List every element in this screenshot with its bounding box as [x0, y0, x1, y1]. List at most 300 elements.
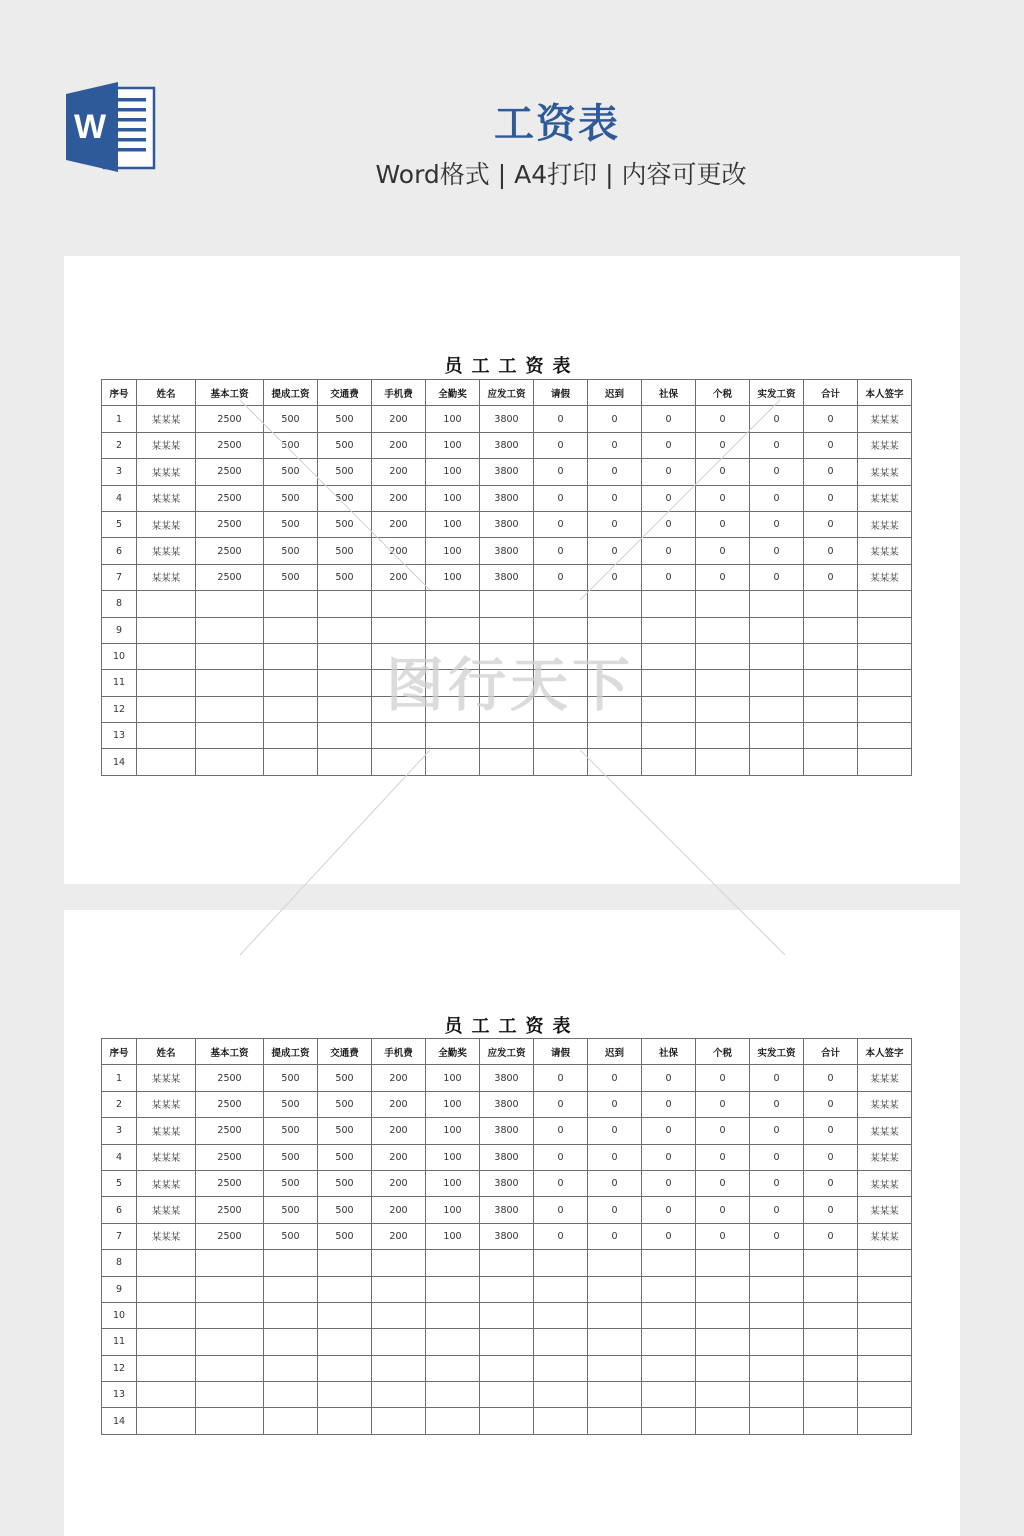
table-cell — [372, 1250, 426, 1276]
table-cell — [696, 749, 750, 775]
table-cell: 0 — [696, 1118, 750, 1144]
table-cell — [696, 1302, 750, 1328]
table-cell — [588, 723, 642, 749]
table-cell: 0 — [750, 1144, 804, 1170]
table-cell: 500 — [318, 432, 372, 458]
table-row — [102, 1065, 912, 1091]
table-cell — [426, 1276, 480, 1302]
table-cell: 200 — [372, 511, 426, 537]
table-cell: 2500 — [196, 459, 264, 485]
table-cell: 9 — [102, 617, 137, 643]
table-cell: 100 — [426, 1223, 480, 1249]
table-cell — [137, 1302, 196, 1328]
table-cell: 3800 — [480, 1091, 534, 1117]
table-cell: 0 — [750, 1091, 804, 1117]
table-cell: 0 — [642, 1223, 696, 1249]
table-row — [102, 1144, 912, 1170]
table-cell — [196, 749, 264, 775]
table-cell — [642, 617, 696, 643]
table-cell: 0 — [750, 1065, 804, 1091]
table-cell — [804, 1250, 858, 1276]
table-cell — [750, 591, 804, 617]
table-row — [102, 1355, 912, 1381]
table-cell: 2500 — [196, 1144, 264, 1170]
table-cell: 0 — [534, 406, 588, 432]
table-cell — [372, 670, 426, 696]
table-cell: 0 — [750, 432, 804, 458]
table-cell — [750, 1355, 804, 1381]
table-cell — [534, 670, 588, 696]
table-cell — [804, 1276, 858, 1302]
column-header: 交通费 — [318, 1039, 372, 1065]
table-cell — [642, 670, 696, 696]
table-cell: 2500 — [196, 564, 264, 590]
table-cell: 500 — [264, 1118, 318, 1144]
table-cell — [588, 1276, 642, 1302]
table-cell: 0 — [696, 1065, 750, 1091]
table-cell — [318, 670, 372, 696]
column-header: 序号 — [102, 1039, 137, 1065]
table-cell — [696, 696, 750, 722]
table-cell: 0 — [696, 1170, 750, 1196]
table-cell: 0 — [696, 1223, 750, 1249]
column-header: 请假 — [534, 1039, 588, 1065]
table-cell: 500 — [264, 1091, 318, 1117]
table-cell — [804, 696, 858, 722]
table-cell: 2500 — [196, 406, 264, 432]
table-cell — [588, 643, 642, 669]
table-cell: 500 — [318, 538, 372, 564]
table-cell — [588, 1329, 642, 1355]
table-cell: 某某某 — [858, 406, 912, 432]
table-cell: 0 — [804, 406, 858, 432]
table-cell — [804, 749, 858, 775]
table-cell — [137, 1329, 196, 1355]
table-cell — [642, 749, 696, 775]
column-header: 个税 — [696, 380, 750, 406]
table-cell — [696, 591, 750, 617]
table-cell — [642, 1329, 696, 1355]
table-cell — [264, 591, 318, 617]
table-cell: 0 — [588, 1065, 642, 1091]
table-cell: 500 — [318, 564, 372, 590]
table-cell: 6 — [102, 538, 137, 564]
table-cell — [588, 1382, 642, 1408]
table-cell — [318, 1355, 372, 1381]
table-row — [102, 696, 912, 722]
table-row — [102, 1408, 912, 1434]
table-cell — [372, 643, 426, 669]
table-cell — [372, 749, 426, 775]
table-cell: 某某某 — [858, 1065, 912, 1091]
table-cell — [858, 1250, 912, 1276]
column-header: 姓名 — [137, 1039, 196, 1065]
table-cell: 0 — [696, 1197, 750, 1223]
table-row — [102, 1276, 912, 1302]
table-cell — [534, 1329, 588, 1355]
table-cell — [750, 1408, 804, 1434]
table-cell: 200 — [372, 1091, 426, 1117]
table-cell: 500 — [318, 485, 372, 511]
table-row — [102, 591, 912, 617]
table-cell — [372, 1302, 426, 1328]
table-cell: 某某某 — [137, 459, 196, 485]
table-cell: 0 — [804, 1223, 858, 1249]
table-cell: 0 — [642, 564, 696, 590]
table-cell: 0 — [696, 511, 750, 537]
table-cell: 0 — [696, 406, 750, 432]
column-header: 合计 — [804, 380, 858, 406]
table-cell: 0 — [696, 432, 750, 458]
table-row — [102, 1382, 912, 1408]
table-cell — [534, 1382, 588, 1408]
table-cell — [318, 696, 372, 722]
table-title: 员工工资表 — [444, 356, 580, 377]
salary-table — [101, 379, 912, 776]
table-cell: 11 — [102, 1329, 137, 1355]
table-cell: 100 — [426, 564, 480, 590]
table-cell — [137, 617, 196, 643]
table-cell — [588, 1355, 642, 1381]
table-cell: 0 — [804, 511, 858, 537]
table-cell — [137, 1355, 196, 1381]
table-cell: 2 — [102, 432, 137, 458]
table-cell — [534, 1276, 588, 1302]
table-cell — [426, 1302, 480, 1328]
table-cell: 某某某 — [137, 1223, 196, 1249]
table-cell: 0 — [588, 1170, 642, 1196]
table-cell: 0 — [642, 406, 696, 432]
column-header: 本人签字 — [858, 380, 912, 406]
table-cell: 200 — [372, 406, 426, 432]
table-cell: 100 — [426, 1144, 480, 1170]
table-cell — [696, 1250, 750, 1276]
table-cell — [696, 1276, 750, 1302]
table-cell — [750, 749, 804, 775]
table-row — [102, 538, 912, 564]
table-cell: 500 — [264, 406, 318, 432]
table-cell — [318, 591, 372, 617]
table-cell — [804, 723, 858, 749]
table-cell — [318, 1302, 372, 1328]
table-row — [102, 1170, 912, 1196]
table-cell — [480, 1382, 534, 1408]
table-row — [102, 1118, 912, 1144]
table-cell — [426, 617, 480, 643]
table-cell: 500 — [264, 564, 318, 590]
table-cell — [426, 643, 480, 669]
table-row — [102, 723, 912, 749]
table-cell: 200 — [372, 1223, 426, 1249]
page-subtitle: Word格式 | A4打印 | 内容可更改 — [375, 160, 747, 189]
table-cell: 2500 — [196, 1223, 264, 1249]
column-header: 个税 — [696, 1039, 750, 1065]
table-cell: 0 — [588, 485, 642, 511]
table-cell: 0 — [696, 1091, 750, 1117]
table-cell — [642, 1355, 696, 1381]
table-cell: 0 — [804, 1144, 858, 1170]
table-cell: 10 — [102, 1302, 137, 1328]
table-cell: 某某某 — [137, 564, 196, 590]
table-cell — [534, 617, 588, 643]
table-cell: 某某某 — [858, 1144, 912, 1170]
table-row — [102, 511, 912, 537]
table-cell — [804, 617, 858, 643]
table-cell — [642, 1382, 696, 1408]
table-cell — [196, 1276, 264, 1302]
table-cell: 3800 — [480, 1170, 534, 1196]
table-cell — [318, 617, 372, 643]
table-cell: 500 — [264, 1065, 318, 1091]
table-cell — [858, 1382, 912, 1408]
column-header: 全勤奖 — [426, 380, 480, 406]
table-cell: 0 — [804, 1091, 858, 1117]
table-cell — [318, 749, 372, 775]
table-cell — [588, 1408, 642, 1434]
page-title: 工资表 — [494, 101, 620, 147]
table-cell: 某某某 — [137, 1118, 196, 1144]
table-cell — [264, 1355, 318, 1381]
table-cell: 0 — [534, 432, 588, 458]
table-cell: 0 — [804, 1197, 858, 1223]
table-cell: 0 — [588, 459, 642, 485]
table-cell: 11 — [102, 670, 137, 696]
table-cell — [858, 591, 912, 617]
table-cell — [196, 1408, 264, 1434]
table-cell — [372, 723, 426, 749]
table-cell — [264, 617, 318, 643]
table-cell: 200 — [372, 538, 426, 564]
table-cell: 14 — [102, 1408, 137, 1434]
table-row — [102, 749, 912, 775]
table-row — [102, 1329, 912, 1355]
table-cell — [196, 643, 264, 669]
table-cell — [750, 723, 804, 749]
table-cell: 0 — [642, 538, 696, 564]
table-row — [102, 564, 912, 590]
table-cell: 某某某 — [137, 1197, 196, 1223]
table-cell: 0 — [750, 538, 804, 564]
table-cell: 7 — [102, 1223, 137, 1249]
table-cell: 500 — [264, 485, 318, 511]
table-cell — [426, 1355, 480, 1381]
table-cell — [480, 1302, 534, 1328]
table-cell: 0 — [804, 1170, 858, 1196]
table-cell: 500 — [318, 1118, 372, 1144]
table-cell: 200 — [372, 1118, 426, 1144]
table-cell — [858, 1276, 912, 1302]
table-cell: 500 — [264, 1197, 318, 1223]
table-cell — [264, 643, 318, 669]
table-cell: 500 — [318, 1223, 372, 1249]
table-cell — [137, 643, 196, 669]
column-header: 实发工资 — [750, 1039, 804, 1065]
table-cell: 0 — [588, 1223, 642, 1249]
table-cell: 2500 — [196, 1091, 264, 1117]
table-cell — [318, 643, 372, 669]
table-cell — [534, 696, 588, 722]
table-cell: 1 — [102, 406, 137, 432]
table-cell: 7 — [102, 564, 137, 590]
table-cell — [804, 1302, 858, 1328]
table-cell — [696, 643, 750, 669]
table-cell — [137, 749, 196, 775]
table-cell — [426, 1329, 480, 1355]
table-cell: 0 — [696, 538, 750, 564]
table-cell — [642, 723, 696, 749]
table-cell: 0 — [534, 1118, 588, 1144]
table-row — [102, 1197, 912, 1223]
table-cell — [318, 1250, 372, 1276]
table-cell: 9 — [102, 1276, 137, 1302]
table-cell — [534, 1250, 588, 1276]
table-cell: 100 — [426, 1091, 480, 1117]
column-header: 迟到 — [588, 1039, 642, 1065]
table-cell — [804, 1408, 858, 1434]
table-cell — [696, 1382, 750, 1408]
table-cell — [588, 617, 642, 643]
table-cell: 某某某 — [137, 1170, 196, 1196]
table-cell: 500 — [264, 1223, 318, 1249]
table-cell: 0 — [588, 1091, 642, 1117]
table-cell: 0 — [534, 511, 588, 537]
table-cell: 某某某 — [137, 1144, 196, 1170]
table-cell: 0 — [804, 432, 858, 458]
table-cell — [588, 670, 642, 696]
column-header: 应发工资 — [480, 1039, 534, 1065]
table-cell: 某某某 — [137, 1065, 196, 1091]
column-header: 本人签字 — [858, 1039, 912, 1065]
table-cell — [642, 591, 696, 617]
table-cell — [534, 1355, 588, 1381]
table-cell: 3800 — [480, 432, 534, 458]
table-cell: 某某某 — [858, 459, 912, 485]
table-cell: 3800 — [480, 1065, 534, 1091]
table-cell: 3 — [102, 459, 137, 485]
table-cell: 500 — [318, 511, 372, 537]
table-cell: 3800 — [480, 538, 534, 564]
table-row — [102, 643, 912, 669]
table-cell: 2500 — [196, 485, 264, 511]
table-cell: 某某某 — [858, 511, 912, 537]
table-cell: 0 — [750, 1223, 804, 1249]
table-cell: 0 — [804, 538, 858, 564]
table-cell — [137, 1382, 196, 1408]
table-cell: 0 — [588, 1144, 642, 1170]
table-cell: 500 — [264, 1144, 318, 1170]
table-cell — [480, 696, 534, 722]
table-header-row — [102, 380, 912, 406]
table-cell: 0 — [588, 564, 642, 590]
table-cell — [196, 1355, 264, 1381]
table-cell: 4 — [102, 485, 137, 511]
table-cell: 0 — [750, 511, 804, 537]
table-cell: 12 — [102, 1355, 137, 1381]
column-header: 应发工资 — [480, 380, 534, 406]
table-cell: 100 — [426, 1118, 480, 1144]
table-cell: 200 — [372, 1065, 426, 1091]
table-cell: 3800 — [480, 1118, 534, 1144]
table-cell: 0 — [804, 1118, 858, 1144]
table-header-row — [102, 1039, 912, 1065]
table-cell — [372, 1382, 426, 1408]
table-cell: 0 — [750, 485, 804, 511]
table-cell — [750, 617, 804, 643]
table-cell — [196, 696, 264, 722]
table-cell: 3800 — [480, 1144, 534, 1170]
table-cell — [264, 670, 318, 696]
table-cell: 0 — [696, 459, 750, 485]
column-header: 序号 — [102, 380, 137, 406]
table-cell — [264, 1329, 318, 1355]
table-cell — [318, 1329, 372, 1355]
table-cell — [534, 749, 588, 775]
table-cell — [750, 643, 804, 669]
table-cell: 0 — [534, 1170, 588, 1196]
table-cell — [137, 723, 196, 749]
table-row — [102, 1091, 912, 1117]
table-cell: 0 — [642, 485, 696, 511]
table-cell: 10 — [102, 643, 137, 669]
table-cell — [588, 696, 642, 722]
table-cell: 100 — [426, 459, 480, 485]
table-cell — [480, 643, 534, 669]
table-cell: 0 — [534, 1223, 588, 1249]
table-cell — [264, 749, 318, 775]
table-cell: 500 — [318, 1065, 372, 1091]
table-cell: 0 — [534, 485, 588, 511]
table-cell: 13 — [102, 1382, 137, 1408]
table-cell: 0 — [804, 564, 858, 590]
watermark-text: 图行天下 — [385, 651, 635, 719]
table-cell — [372, 1408, 426, 1434]
table-cell — [858, 696, 912, 722]
table-title: 员工工资表 — [444, 1016, 580, 1037]
table-cell: 3800 — [480, 485, 534, 511]
table-row — [102, 1223, 912, 1249]
table-cell: 0 — [804, 485, 858, 511]
table-cell: 500 — [318, 1170, 372, 1196]
table-cell: 500 — [264, 511, 318, 537]
table-cell — [137, 1408, 196, 1434]
table-cell — [196, 591, 264, 617]
table-cell: 200 — [372, 459, 426, 485]
table-cell — [480, 1355, 534, 1381]
table-cell — [858, 1329, 912, 1355]
table-cell: 5 — [102, 1170, 137, 1196]
table-cell: 某某某 — [858, 538, 912, 564]
table-cell: 0 — [534, 564, 588, 590]
table-cell — [534, 1302, 588, 1328]
table-cell — [588, 591, 642, 617]
table-cell — [264, 1382, 318, 1408]
table-cell: 2500 — [196, 432, 264, 458]
table-cell — [480, 670, 534, 696]
table-cell: 200 — [372, 564, 426, 590]
table-cell: 0 — [588, 1118, 642, 1144]
column-header: 实发工资 — [750, 380, 804, 406]
table-cell: 14 — [102, 749, 137, 775]
table-cell: 0 — [750, 459, 804, 485]
table-cell: 2500 — [196, 538, 264, 564]
table-cell: 0 — [588, 406, 642, 432]
column-header: 基本工资 — [196, 380, 264, 406]
table-cell — [858, 1408, 912, 1434]
table-row — [102, 432, 912, 458]
table-cell: 0 — [642, 511, 696, 537]
table-cell — [426, 591, 480, 617]
table-cell — [264, 723, 318, 749]
